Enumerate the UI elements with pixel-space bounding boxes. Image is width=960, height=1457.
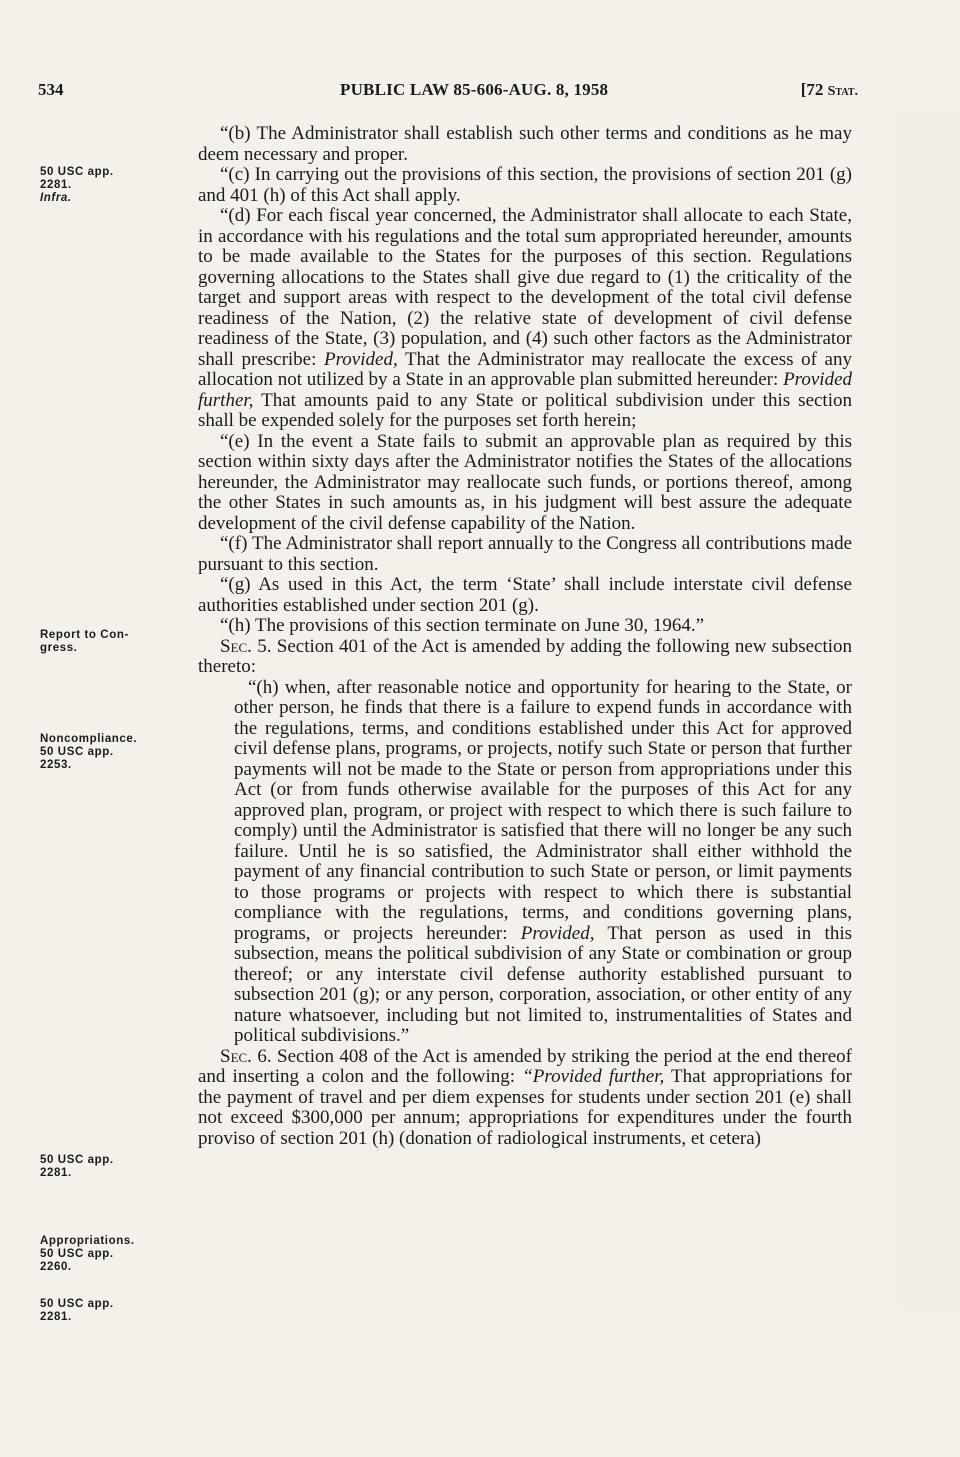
margin-note-line: gress. [40, 642, 78, 654]
margin-note-line: 50 USC app. [40, 1298, 114, 1310]
margin-note-line: 50 USC app. [40, 746, 114, 758]
section-5-text: 5. Section 401 of the Act is amended by adding the following new subsection thereto: [198, 635, 853, 677]
paragraph-d [198, 206, 852, 432]
proviso-provided-further: “Provided further, [522, 1066, 665, 1087]
body-text [198, 124, 852, 1149]
statute-label: Stat. [827, 84, 858, 99]
section-6-part-2: That appropriations for the payment of travel and per diem expenses for students under section 201 (e) shall not exceed $300,000 per annum; appropriations for expenditures under the fourth proviso of section 201 (h) (donation of radiological instruments, et cetera) [198, 1066, 852, 1149]
paragraph-c: “(c) In carrying out the provisions of this section, the provisions of section 201 (g) and 401 (h) of this Act shall apply. [198, 164, 852, 206]
margin-note-line: 2260. [40, 1261, 72, 1273]
margin-note-usc-infra [40, 166, 190, 205]
paragraph-g: “(g) As used in this Act, the term ‘State’ shall include interstate civil defense authorities established under section 201 (g). [198, 574, 852, 616]
new-subsection-h-part-1: “(h) when, after reasonable notice and opportunity for hearing to the State, or other person, he finds that there is a failure to expend funds in accordance with the regulations, terms, and conditions established under this Act for approved civil defense plans, programs, or projects, notify such State or person that further payments will not be made to the State or person from appropriations under this Act (or from funds otherwise available for the purposes of this Act for any approved plan, program, or project with respect to which there is such failure to comply) until the Administrator is satisfied that there will no longer be any such failure. Until he is so satisfied, the Administrator shall either withhold the payment of any financial contribution to such State or person, or limit payments to those programs or projects with respect to which there is substantial compliance with the regulations, terms, and conditions governing plans, programs, or projects hereunder: [234, 676, 852, 944]
page-header [38, 80, 858, 104]
proviso-provided: Provided, [324, 348, 398, 370]
margin-note-line: 50 USC app. [40, 1248, 114, 1260]
statute-reference [801, 80, 858, 100]
section-label: Sec. [220, 1045, 252, 1067]
proviso-provided: Provided, [520, 922, 595, 944]
margin-note-usc-2281-a [40, 1154, 190, 1180]
margin-note-appropriations [40, 1235, 190, 1274]
new-subsection-h-part-2: That person as used in this subsection, means the political subdivision of any State or combination or group thereof; or any interstate civil defense authority established pursuant to subsection 201 (g); or any person, corporation, association, or other entity of any nature whatsoever, including but not limited to, instrumentalities of States and political subdivisions.” [234, 922, 853, 1046]
margin-note-usc-2281-b [40, 1298, 190, 1324]
margin-note-line: 2281. [40, 1167, 72, 1179]
new-subsection-h [234, 678, 852, 1047]
margin-note-line: 50 USC app. [40, 166, 114, 178]
paragraph-h: “(h) The provisions of this section terminate on June 30, 1964.” [220, 615, 705, 636]
margin-note-line: 2281. [40, 1311, 72, 1323]
margin-note-line: Appropriations. [40, 1235, 135, 1247]
section-5 [198, 637, 852, 678]
margin-note-line: 50 USC app. [40, 1154, 114, 1166]
section-label: Sec. [220, 635, 252, 657]
running-title: PUBLIC LAW 85-606-AUG. 8, 1958 [340, 80, 609, 99]
page-shadow [860, 110, 960, 1310]
margin-note-line: 2253. [40, 759, 72, 771]
margin-note-line: Report to Con- [40, 629, 129, 641]
margin-note-line: Noncompliance. [40, 733, 138, 745]
paragraph-e: “(e) In the event a State fails to submit an approvable plan as required by this section within sixty days after the Administrator notifies the States of the allocations hereunder, the Administrator may reallocate such funds, or portions thereof, among the other States in such amounts as, in his judgment will best assure the adequate development of the civil defense capability of the Nation. [198, 430, 852, 534]
margin-note-noncompliance [40, 733, 190, 772]
paragraph-d-part-1: “(d) For each fiscal year concerned, the Administrator shall allocate to each State, in accordance with his regulations and the total sum appropriated hereunder, amounts to be made available to the States for the purposes of this section. Regulations governing allocations to the States shall give due regard to (1) the criticality of the target and support areas with respect to the development of the total civil defense readiness of the Nation, (2) the relative state of development of civil defense readiness of the State, (3) population, and (4) such other factors as the Administrator shall prescribe: [198, 205, 852, 370]
margin-note-line: 2281. [40, 179, 72, 191]
margin-note-line: Infra. [40, 192, 72, 204]
paragraph-f: “(f) The Administrator shall report annually to the Congress all contributions made pursuant to this section. [198, 533, 852, 575]
section-6-part-1: 6. Section 408 of the Act is amended by striking the period at the end thereof and inserting a colon and the following: [198, 1045, 852, 1087]
margin-note-report-to-congress [40, 629, 190, 655]
section-6 [198, 1047, 852, 1150]
statute-volume: [72 [800, 80, 824, 99]
proviso-provided-further: Provided further, [198, 369, 853, 411]
page-number: 534 [38, 80, 64, 99]
paragraph-d-part-2: That the Administrator may reallocate the excess of any allocation not utilized by a State in an approvable plan submitted hereunder: [198, 348, 852, 390]
paragraph-d-part-3: That amounts paid to any State or political subdivision under this section shall be expended solely for the purposes set forth herein; [198, 389, 852, 431]
paragraph-b: “(b) The Administrator shall establish such other terms and conditions as he may deem necessary and proper. [198, 123, 852, 165]
